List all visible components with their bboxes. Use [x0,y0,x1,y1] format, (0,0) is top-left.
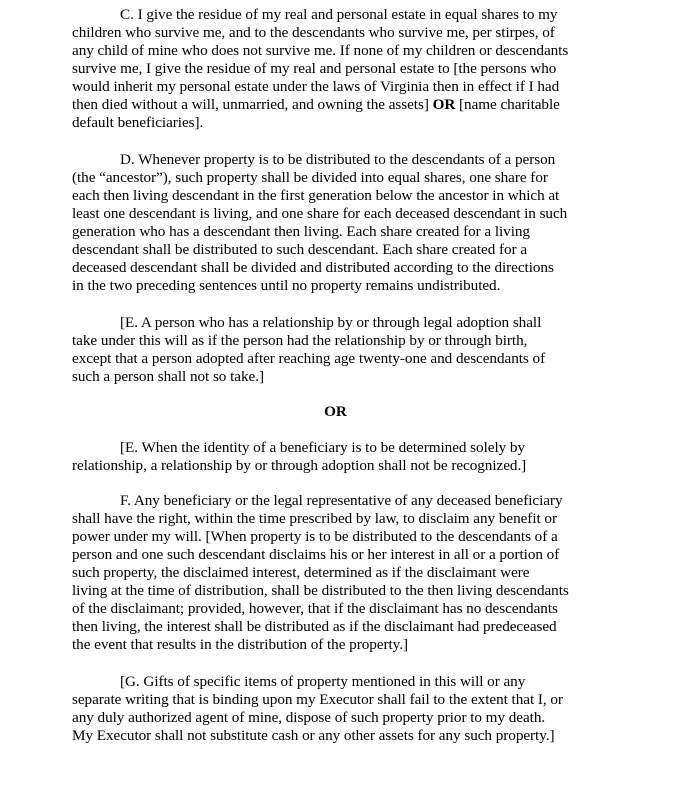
text-segment: then died without a will, unmarried, and owning the assets] [72,96,433,113]
text-line: would inherit my personal estate under the laws of Virginia then in effect if I had [72,78,560,95]
text-line: the event that results in the distribution of the property.] [72,636,408,653]
text-line: of the disclaimant; provided, however, that if the disclaimant has no descendants [72,600,558,617]
text-line: default beneficiaries]. [72,114,204,131]
text-segment: [name charitable [455,96,560,113]
text-line: survive me, I give the residue of my real and personal estate to [the persons who [72,60,557,77]
text-line: any child of mine who does not survive me. If none of my children or descendants [72,42,569,59]
text-line: such property, the disclaimed interest, determined as if the disclaimant were [72,564,530,581]
text-line: descendant shall be distributed to such descendant. Each share created for a [72,241,528,258]
text-line: children who survive me, and to the descendants who survive me, per stirpes, of [72,24,555,41]
text-line: then living, the interest shall be distributed as if the disclaimant had predeceased [72,618,557,635]
text-line: such a person shall not so take.] [72,368,264,385]
text-line: except that a person adopted after reaching age twenty-one and descendants of [72,350,546,367]
text-line: person and one such descendant disclaims his or her interest in all or a portion of [72,546,560,563]
text-line: power under my will. [When property is to be distributed to the descendants of a [72,528,558,545]
text-line: shall have the right, within the time prescribed by law, to disclaim any benefit or [72,510,557,527]
text-line: D. Whenever property is to be distributed to the descendants of a person [120,151,556,168]
text-line: take under this will as if the person had the relationship by or through birth, [72,332,528,349]
or-emphasis: OR [432,96,456,113]
text-line: relationship, a relationship by or through adoption shall not be recognized.] [72,457,527,474]
text-line: least one descendant is living, and one share for each deceased descendant in such [72,205,568,222]
text-line: [E. A person who has a relationship by or through legal adoption shall [120,314,542,331]
text-line: any duly authorized agent of mine, dispose of such property prior to my death. [72,709,546,726]
text-line [72,96,560,114]
text-line: living at the time of distribution, shall be distributed to the then living descendants [72,582,569,599]
text-line: deceased descendant shall be divided and distributed according to the directions [72,259,554,276]
text-line: each then living descendant in the first generation below the ancestor in which at [72,187,560,204]
text-line: (the “ancestor”), such property shall be divided into equal shares, one share for [72,169,548,186]
text-line: [E. When the identity of a beneficiary is to be determined solely by [120,439,525,456]
text-line: in the two preceding sentences until no property remains undistributed. [72,277,501,294]
text-line: generation who has a descendant then living. Each share created for a living [72,223,530,240]
text-line: [G. Gifts of specific items of property mentioned in this will or any [120,673,526,690]
text-line: C. I give the residue of my real and personal estate in equal shares to my [120,6,558,23]
text-line: separate writing that is binding upon my Executor shall fail to the extent that I, or [72,691,563,708]
or-separator: OR [324,403,347,420]
text-line: F. Any beneficiary or the legal representative of any deceased beneficiary [120,492,563,509]
text-line: My Executor shall not substitute cash or any other assets for any such property.] [72,727,555,744]
